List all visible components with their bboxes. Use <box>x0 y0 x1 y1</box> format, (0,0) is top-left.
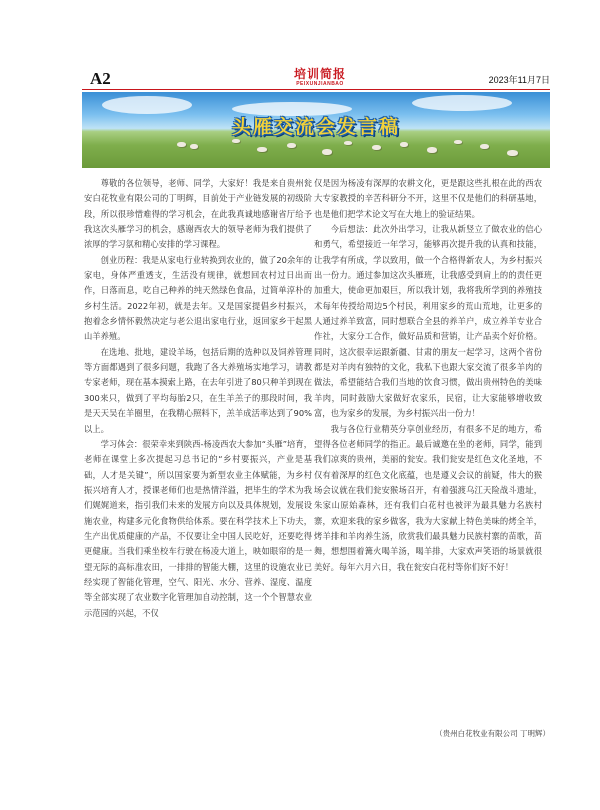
article-column-left <box>84 176 312 621</box>
page-number: A2 <box>90 69 111 88</box>
paragraph: 在选地、批地，建设羊场，包括后期的选种以及饲养管理等方面都遇到了很多问题，我跑了各大养殖场实地学习，请教专家老师，现在基本摸索上路，在去年引进了80只种羊到现在300来只，做到了平均每胎2只，在生羊羔子的那段时间，我是天天吴在羊圈里，在我精心照料下，羔羊成活率达到了90%以上。 <box>84 346 312 434</box>
issue-date: 2023年11月7日 <box>488 75 550 85</box>
sheep-shape <box>480 144 489 149</box>
masthead-title: 培训简报 <box>293 67 346 81</box>
paragraph: 今后想法：此次外出学习，让我从新竖立了做农业的信心和勇气，希望接近一年学习，能够再次提升我的认真和技能，让我学有所成，学以致用，做一个合格得新农人，为乡村振兴出一份力。通过参加这次头雁班，让我感受到肩上的的责任更加重大，使命更加艰巨，所以我计划，我将我所学到的养殖技术每年传授给周边5个村民，利用家乡的荒山荒地，让更多的人通过养羊致富，同时想联合全县的养羊户，成立养羊专业合作社，大家分工合作，做好品质和营销，让产品卖个好价格。同时，这次很幸运跟新疆、甘肃的朋友一起学习，这两个省份都是对羊肉有独特的文化，我私下也跟大家交流了很多羊肉的做法，希望能结合我们当地的饮食习惯，做出贵州特色的美味羊肉，同时鼓励大家做好农家乐，民宿，让大家能够增收致富，也为家乡的发展，为乡村振兴出一份力！ <box>314 224 542 419</box>
sheep-shape <box>232 139 240 143</box>
sheep-shape <box>372 145 381 150</box>
sheep-shape <box>190 144 198 149</box>
cloud-shape <box>412 95 512 111</box>
paragraph: 仅是因为杨凌有深厚的农耕文化，更是跟这些扎根在此的西农大专家教授的辛苦科研分不开，这里不仅是他们的科研基地，也是他们把学术论文写在大地上的验证结果。 <box>314 178 542 219</box>
sheep-shape <box>427 147 437 153</box>
sheep-shape <box>287 143 296 148</box>
paragraph: 学习体会：很荣幸来到陕西-杨凌西农大参加“头雁”培育，老师在课堂上多次提起习总书记的“乡村要振兴，产业是基础，人才是关键”，所以国家要为新型农业主体赋能，为乡村振兴培育人才，授课老师们也是热情洋溢，把毕生的学术为我们娓娓道来，指引我们未来的发展方向以及具体规划，发展设施农业，构建多元化食物供给体系。要在科学技术上下功夫，生产出优质健康的产品，不仅要让全中国人民吃好，还要吃得更健康。当我们乘坐校车行驶在杨凌大道上，映如眼帘的是一望无际的高标准农田，一排排的智能大棚，这里的设施农业已经实现了智能化管理，空气、阳光、水分、营养、湿度、温度等全部实现了农业数字化管理加自动控制，这一个个智慧农业示范园的兴起，不仅 <box>84 438 312 618</box>
author-byline: （贵州白花牧业有限公司 丁明辉） <box>435 729 550 738</box>
article-column-right <box>314 176 542 575</box>
page-header <box>82 68 550 90</box>
sheep-shape <box>257 147 267 152</box>
paragraph: 尊敬的各位领导，老师、同学，大家好！我是来自贵州瓮安白花牧业有限公司的丁明辉，目前处于产业链发展的初级阶段，所以很珍惜难得的学习机会，在此我真诚地感谢省厅给予我这次头雁学习的机会，感谢西农大的领导老师为我们提供了浓厚的学习氛和精心安排的学习课程。 <box>84 178 312 250</box>
sheep-shape <box>400 142 408 147</box>
banner-image <box>82 92 550 168</box>
sheep-shape <box>344 141 352 145</box>
sheep-shape <box>507 150 518 156</box>
paragraph: 创业历程：我是从家电行业转换到农业的，做了20余年的家电，身体严重透支，生活没有规律，就想回农村过日出而作，日落而息，吃自己种养的纯天然绿色食品，过简单淳朴的乡村生活。2022年初，就是去年。又是国家提倡乡村振兴，抱着念乡情怀毅然决定与老公退出家电行业，返回家乡干起黑山羊养殖。 <box>84 254 312 342</box>
sheep-shape <box>454 140 462 144</box>
sheep-shape <box>177 142 186 147</box>
masthead-pinyin: PEIXUNJIANBAO <box>296 81 344 87</box>
header-rule <box>82 89 550 90</box>
sheep-shape <box>322 149 332 155</box>
paragraph: 我与各位行业精英分享创业经历，有很多不足的地方，希望得各位老师同学的指正。最后诚邀在坐的老师，同学，能到我们凉爽的贵州，美丽的瓮安。我们瓮安是红色文化圣地，不仅有着深厚的红色文化底蕴，也是遵义会议的前疑，伟大的猴场会议就在我们瓮安猴场召开，有着强渡乌江天险战斗遗址，朱家山原始森林，还有我们白花村也被评为最具魅力名族村寨，欢迎来我的家乡做客，我为大家献上特色美味的烤全羊，烤羊排和羊肉养生汤，欣赏我们最具魅力民族村寨的苗歌，苗舞，想想围着篝火喝羊汤，喝羊排，大家欢声笑语的场景就很美好。每年六月六日，我在瓮安白花村等你们好不好！ <box>314 423 542 572</box>
banner-title: 头雁交流会发言稿 <box>231 116 400 138</box>
masthead <box>285 68 355 87</box>
